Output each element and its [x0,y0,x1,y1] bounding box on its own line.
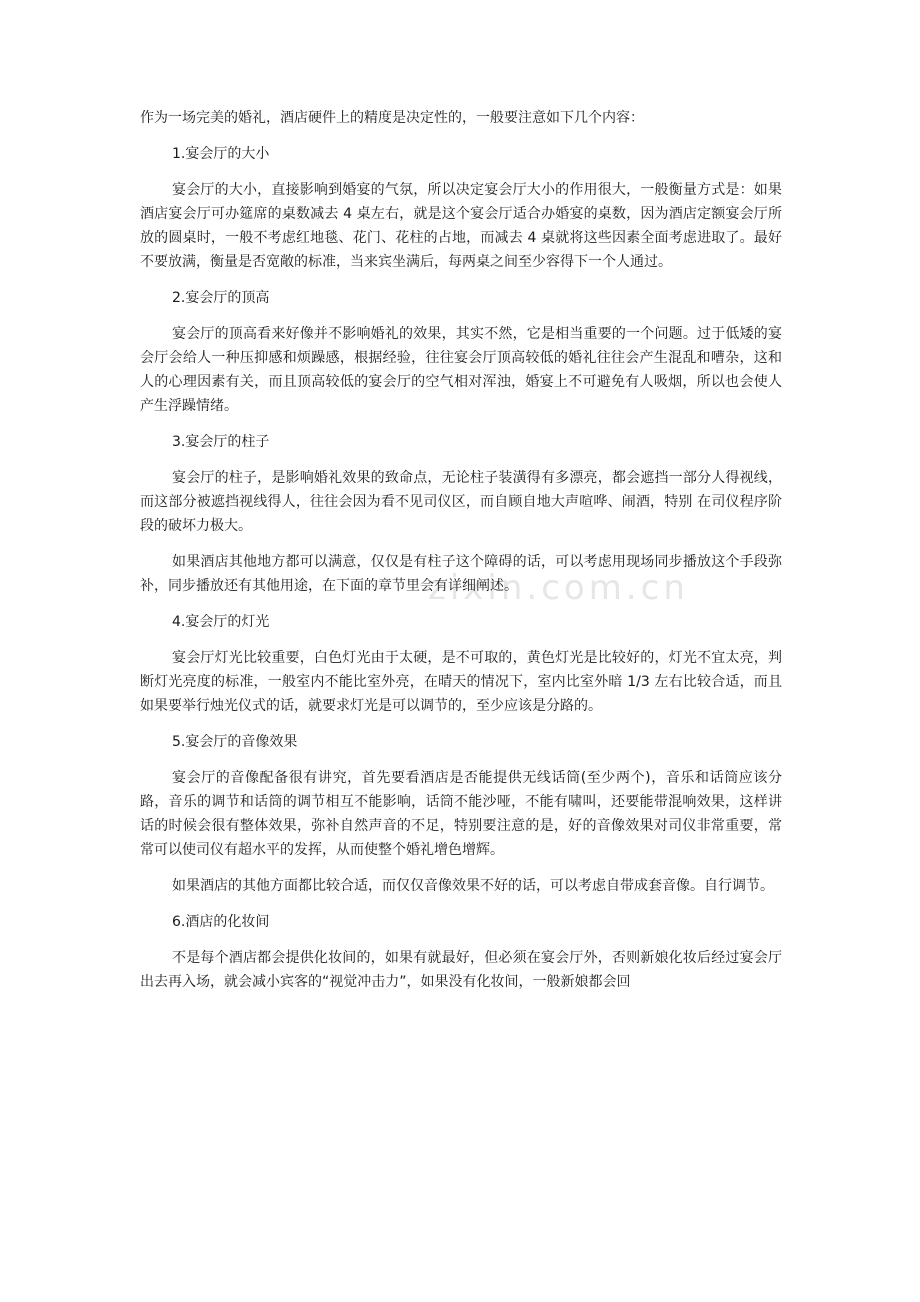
section-paragraph: 宴会厅的柱子，是影响婚礼效果的致命点，无论柱子装潢得有多漂亮，都会遮挡一部分人得视线，而这部分被遮挡视线得人，往往会因为看不见司仪区，而自顾自地大声喧哗、闹酒，特别 在司仪程序阶段的破坏力极大。 [140,470,782,534]
section-heading: 2.宴会厅的顶高 [172,290,270,306]
section-paragraph: 如果酒店的其他方面都比较合适，而仅仅音像效果不好的话，可以考虑自带成套音像。自行调节。 [172,878,774,894]
section-paragraph: 宴会厅的顶高看来好像并不影响婚礼的效果，其实不然，它是相当重要的一个问题。过于低矮的宴会厅会给人一种压抑感和烦躁感，根据经验，往往宴会厅顶高较低的婚礼往往会产生混乱和嘈杂，这和人的心理因素有关，而且顶高较低的宴会厅的空气相对浑浊，婚宴上不可避免有人吸烟，所以也会使人产生浮躁情绪。 [140,326,782,414]
section-heading: 5.宴会厅的音像效果 [172,734,298,750]
section-heading: 4.宴会厅的灯光 [172,614,270,630]
section-1 [140,142,782,274]
section-2 [140,286,782,418]
intro-paragraph: 作为一场完美的婚礼，酒店硬件上的精度是决定性的，一般要注意如下几个内容： [140,110,644,126]
watermark: zixin.com.cn [428,568,689,608]
document-body [140,106,782,1006]
section-paragraph: 如果酒店其他地方都可以满意，仅仅是有柱子这个障碍的话，可以考虑用现场同步播放这个手段弥补，同步播放还有其他用途，在下面的章节里会有详细阐述。 [140,554,782,594]
section-6 [140,910,782,994]
section-paragraph: 宴会厅的音像配备很有讲究，首先要看酒店是否能提供无线话筒(至少两个)，音乐和话筒应该分路，音乐的调节和话筒的调节相互不能影响，话筒不能沙哑，不能有啸叫，还要能带混响效果，这样讲话的时候会很有整体效果，弥补自然声音的不足，特别要注意的是，好的音像效果对司仪非常重要，常常可以使司仪有超水平的发挥，从而使整个婚礼增色增辉。 [140,770,782,858]
section-heading: 1.宴会厅的大小 [172,146,270,162]
section-5 [140,730,782,898]
section-paragraph: 不是每个酒店都会提供化妆间的，如果有就最好，但必须在宴会厅外，否则新娘化妆后经过宴会厅出去再入场，就会减小宾客的“视觉冲击力”，如果没有化妆间，一般新娘都会回 [140,950,782,990]
section-4 [140,610,782,718]
section-3 [140,430,782,598]
section-heading: 3.宴会厅的柱子 [172,434,270,450]
section-paragraph: 宴会厅的大小，直接影响到婚宴的气氛，所以决定宴会厅大小的作用很大，一般衡量方式是：如果酒店宴会厅可办筵席的桌数减去 4 桌左右，就是这个宴会厅适合办婚宴的桌数，因为酒店定额宴会厅所放的圆桌时，一般不考虑红地毯、花门、花柱的占地，而减去 4 桌就将这些因素全面考虑进取了。最好不要放满，衡量是否宽敞的标准，当来宾坐满后，每两桌之间至少容得下一个人通过。 [140,182,782,270]
section-paragraph: 宴会厅灯光比较重要，白色灯光由于太硬，是不可取的，黄色灯光是比较好的，灯光不宜太亮，判断灯光亮度的标准，一般室内不能比室外亮，在晴天的情况下，室内比室外暗 1/3 左右比较合适，而且如果要举行烛光仪式的话，就要求灯光是可以调节的，至少应该是分路的。 [140,650,782,714]
section-heading: 6.酒店的化妆间 [172,914,270,930]
